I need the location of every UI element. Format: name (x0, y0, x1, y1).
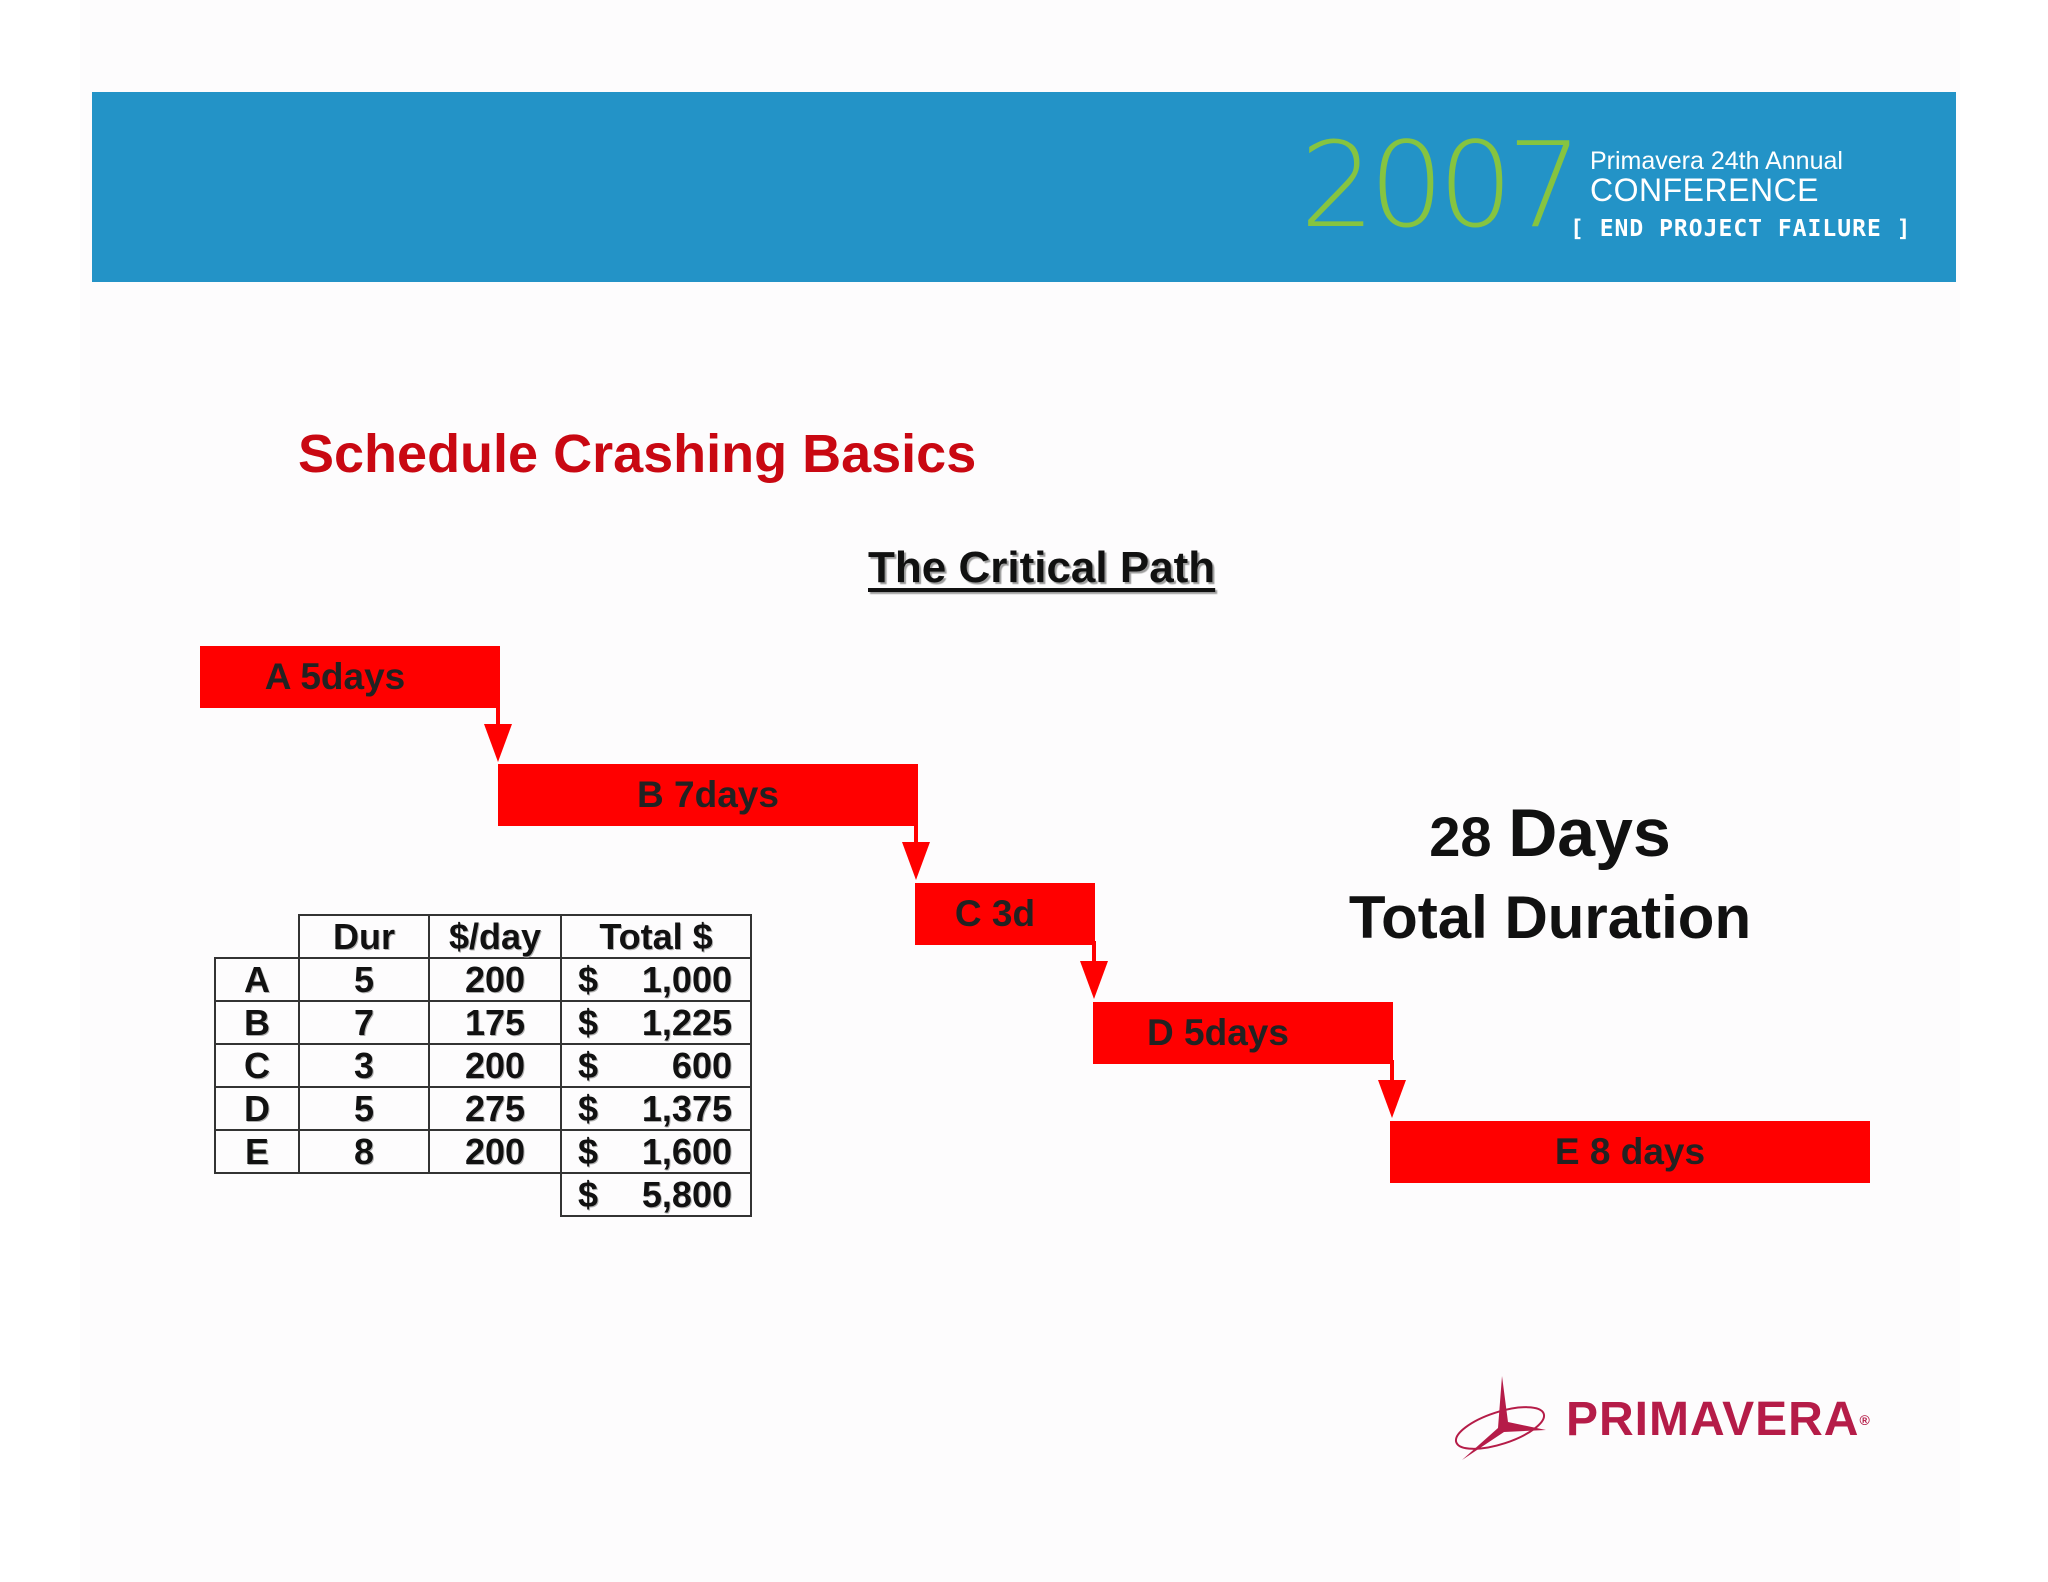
logo-wordmark: PRIMAVERA (1566, 1393, 1860, 1446)
per-day-cell: 175 (429, 1001, 561, 1044)
currency-sign: $ (578, 1002, 599, 1043)
arrow-a-to-b (482, 704, 514, 764)
task-bar-a: A 5days (200, 646, 500, 708)
total-amount: 1,375 (641, 1088, 732, 1129)
task-label: C (215, 1044, 299, 1087)
grand-total-row (215, 1173, 751, 1216)
dur-cell: 7 (299, 1001, 429, 1044)
table-row (215, 1087, 751, 1130)
cost-table (214, 914, 752, 1217)
total-days (1300, 790, 1800, 880)
slide-title: Schedule Crashing Basics (298, 424, 977, 484)
primavera-logo-text (1566, 1392, 1871, 1448)
task-label: B (215, 1001, 299, 1044)
total-cell (561, 1087, 751, 1130)
task-bar-c: C 3d (915, 883, 1095, 945)
total-amount: 1,225 (641, 1002, 732, 1043)
grand-total-blank (429, 1173, 561, 1216)
currency-sign: $ (578, 1174, 599, 1215)
task-bar-e: E 8 days (1390, 1121, 1870, 1183)
grand-total-cell (561, 1173, 751, 1216)
task-bar-b: B 7days (498, 764, 918, 826)
table-row (215, 958, 751, 1001)
total-cell (561, 1130, 751, 1173)
per-day-cell: 200 (429, 1044, 561, 1087)
dur-cell: 5 (299, 1087, 429, 1130)
table-row (215, 1044, 751, 1087)
header-total: Total $ (561, 915, 751, 958)
per-day-cell: 200 (429, 1130, 561, 1173)
currency-sign: $ (578, 1045, 599, 1086)
grand-total-blank (215, 1173, 299, 1216)
diagram-subtitle: The Critical Path (868, 543, 1216, 592)
total-cell (561, 958, 751, 1001)
task-label: D (215, 1087, 299, 1130)
banner-line-annual: Primavera 24th Annual (1590, 147, 1843, 175)
header-per-day: $/day (429, 915, 561, 958)
total-amount: 1,000 (641, 959, 732, 1000)
total-days-number: 28 (1429, 805, 1492, 868)
total-amount: 600 (671, 1045, 732, 1086)
table-row (215, 1130, 751, 1173)
currency-sign: $ (578, 1088, 599, 1129)
table-row (215, 1001, 751, 1044)
banner-tagline: [ END PROJECT FAILURE ] (1570, 216, 1912, 242)
total-duration-caption: Total Duration (1348, 884, 1752, 951)
grand-total-blank (299, 1173, 429, 1216)
total-duration-summary (1300, 790, 1800, 956)
task-label: A (215, 958, 299, 1001)
currency-sign: $ (578, 1131, 599, 1172)
per-day-cell: 200 (429, 958, 561, 1001)
arrow-d-to-e (1376, 1060, 1408, 1120)
total-cell (561, 1044, 751, 1087)
per-day-cell: 275 (429, 1087, 561, 1130)
registered-mark: ® (1859, 1412, 1871, 1428)
arrow-b-to-c (900, 822, 932, 882)
header-dur: Dur (299, 915, 429, 958)
cost-table-header (215, 915, 751, 958)
total-cell (561, 1001, 751, 1044)
dur-cell: 3 (299, 1044, 429, 1087)
currency-sign: $ (578, 959, 599, 1000)
dur-cell: 8 (299, 1130, 429, 1173)
banner-year: 2007 (1300, 116, 1577, 254)
header-blank-cell (215, 915, 299, 958)
grand-total-amount: 5,800 (641, 1174, 732, 1215)
task-bar-d: D 5days (1093, 1002, 1393, 1064)
total-amount: 1,600 (641, 1131, 732, 1172)
banner-line-conference: CONFERENCE (1590, 172, 1820, 208)
total-days-unit: Days (1508, 795, 1671, 871)
task-label: E (215, 1130, 299, 1173)
arrow-c-to-d (1078, 941, 1110, 1001)
dur-cell: 5 (299, 958, 429, 1001)
